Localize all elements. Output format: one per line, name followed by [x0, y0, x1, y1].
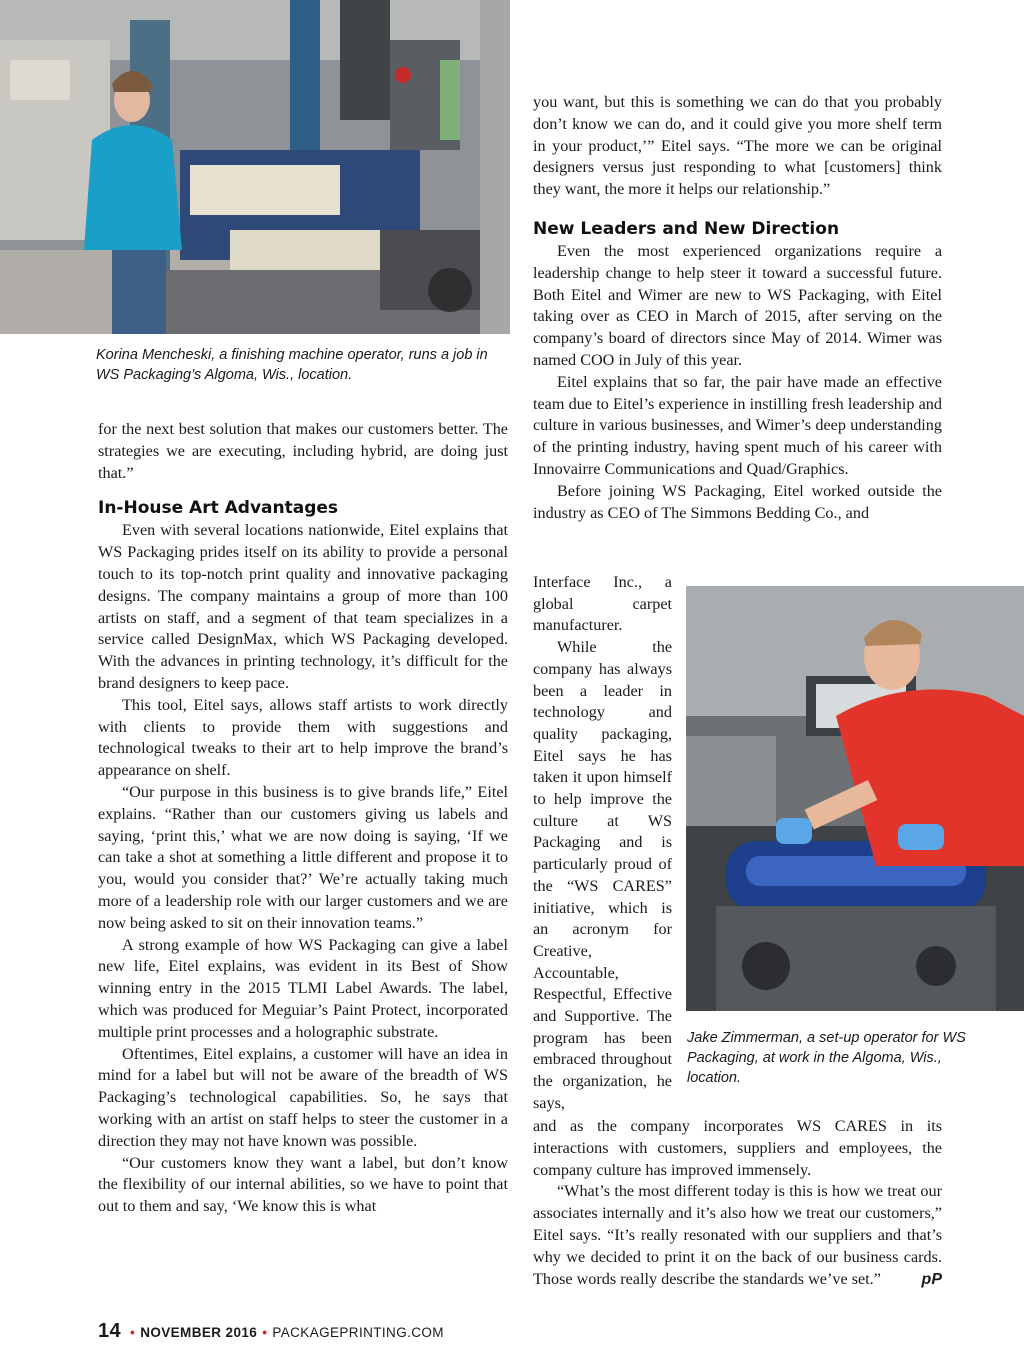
- paragraph: you want, but this is something we can do that you probably don’t know we can do, and it could give you more shelf term in your product,’” Eitel says. “The more we can be original designers versus just responding to what [customers] think they want, the more it helps our relationship.”: [533, 93, 942, 199]
- paragraph: Before joining WS Packaging, Eitel worked outside the industry as CEO of The Simmons Bedding Co., and: [533, 481, 942, 522]
- left-column: [98, 419, 508, 1218]
- paragraph: [533, 1181, 942, 1290]
- photo-caption-left: Korina Mencheski, a finishing machine operator, runs a job in WS Packaging’s Algoma, Wis., location.: [96, 347, 488, 383]
- paragraph: Even the most experienced organizations require a leadership change to help steer it toward a successful future. Both Eitel and Wimer are new to WS Packaging, with Eitel taking over as CEO in March of 2015, after serving on the company’s board of directors since May of 2014. Wimer was named COO in July of this year.: [533, 241, 942, 369]
- paragraph: “Our customers know they want a label, but don’t know the flexibility of our internal abilities, so we have to point that out to them and say, ‘We know this is what: [98, 1153, 508, 1216]
- page-footer: [98, 1320, 444, 1343]
- photo-finishing-operator: [0, 0, 510, 334]
- paragraph-text: “What’s the most different today is this is how we treat our associates internally and it’s also how we treat our customers,” Eitel says. “It’s really resonated with our suppliers and that’s why we decided to print it on the back of our business cards. Those words really describe the standards we’ve set.”: [533, 1182, 942, 1288]
- footer-bullet: •: [130, 1325, 136, 1340]
- right-column-bottom: [533, 1116, 942, 1290]
- paragraph: Eitel explains that so far, the pair have made an effective team due to Eitel’s experience in instilling fresh leadership and culture in various businesses, and Wimer’s deep understanding of the printing industry, having spent much of his career with Innovairre Communications and Quad/Graphics.: [533, 372, 942, 478]
- right-column-top: [533, 92, 942, 524]
- footer-bullet: •: [262, 1325, 268, 1340]
- paragraph: While the company has always been a leader in technology and quality packaging, Eitel says he has taken it upon himself to help improve the culture at WS Packaging and is particularly proud of the “WS CARES” initiative, which is an acronym for Creative, Accountable, Respectful, Effective and Supportive. The program has been embraced throughout the organization, he says,: [533, 638, 672, 1112]
- paragraph: Interface Inc., a global carpet manufacturer.: [533, 573, 672, 635]
- section-heading-new-leaders: New Leaders and New Direction: [533, 218, 840, 239]
- section-heading-in-house-art: In-House Art Advantages: [98, 498, 339, 519]
- right-column-narrow: [533, 572, 672, 1115]
- page-number: 14: [98, 1320, 122, 1342]
- paragraph: Oftentimes, Eitel explains, a customer will have an idea in mind for a label but will not be aware of the breadth of WS Packaging’s technological capabilities. So, he says that working with an artist on staff helps to steer the customer in a direction they may not have known was possible.: [98, 1044, 508, 1150]
- paragraph: for the next best solution that makes our customers better. The strategies we are executing, including hybrid, are doing just that.”: [98, 420, 508, 482]
- photo-caption-right: Jake Zimmerman, a set-up operator for WS Packaging, at work in the Algoma, Wis., location.: [687, 1030, 966, 1086]
- paragraph: This tool, Eitel says, allows staff artists to work directly with clients to provide them with suggestions and technological tweaks to their art to help improve the brand’s appearance on shelf.: [98, 695, 508, 780]
- paragraph: A strong example of how WS Packaging can give a label new life, Eitel explains, was evident in its Best of Show winning entry in the 2015 TLMI Label Awards. The label, which was produced for Meguiar’s Paint Protect, incorporated multiple print processes and a holographic substrate.: [98, 935, 508, 1041]
- photo-setup-operator: [686, 586, 1024, 1011]
- paragraph: and as the company incorporates WS CARES in its interactions with customers, suppliers and employees, the company culture has improved immensely.: [533, 1117, 942, 1179]
- issue-date: NOVEMBER 2016: [140, 1325, 258, 1340]
- site-url: PACKAGEPRINTING.COM: [272, 1325, 444, 1340]
- paragraph: Even with several locations nationwide, Eitel explains that WS Packaging prides itself on its ability to provide a personal touch to its top-notch print quality and innovative packaging designs. The company maintains a group of more than 100 artists on staff, and a segment of that team specializes in a service called DesignMax, which WS Packaging developed. With the advances in printing technology, it’s difficult for the brand designers to keep pace.: [98, 521, 508, 692]
- paragraph: “Our purpose in this business is to give brands life,” Eitel explains. “Rather than our customers giving us labels and saying, ‘print this,’ what we are now doing is saying, ‘If we can take a shot at something a little different and propose it to you, would you consider that?’ We’re actually taking much more of a leadership role with our larger customers and we are now being asked to sit on their innovation teams.”: [98, 782, 508, 932]
- signoff-mark: pP: [921, 1270, 942, 1288]
